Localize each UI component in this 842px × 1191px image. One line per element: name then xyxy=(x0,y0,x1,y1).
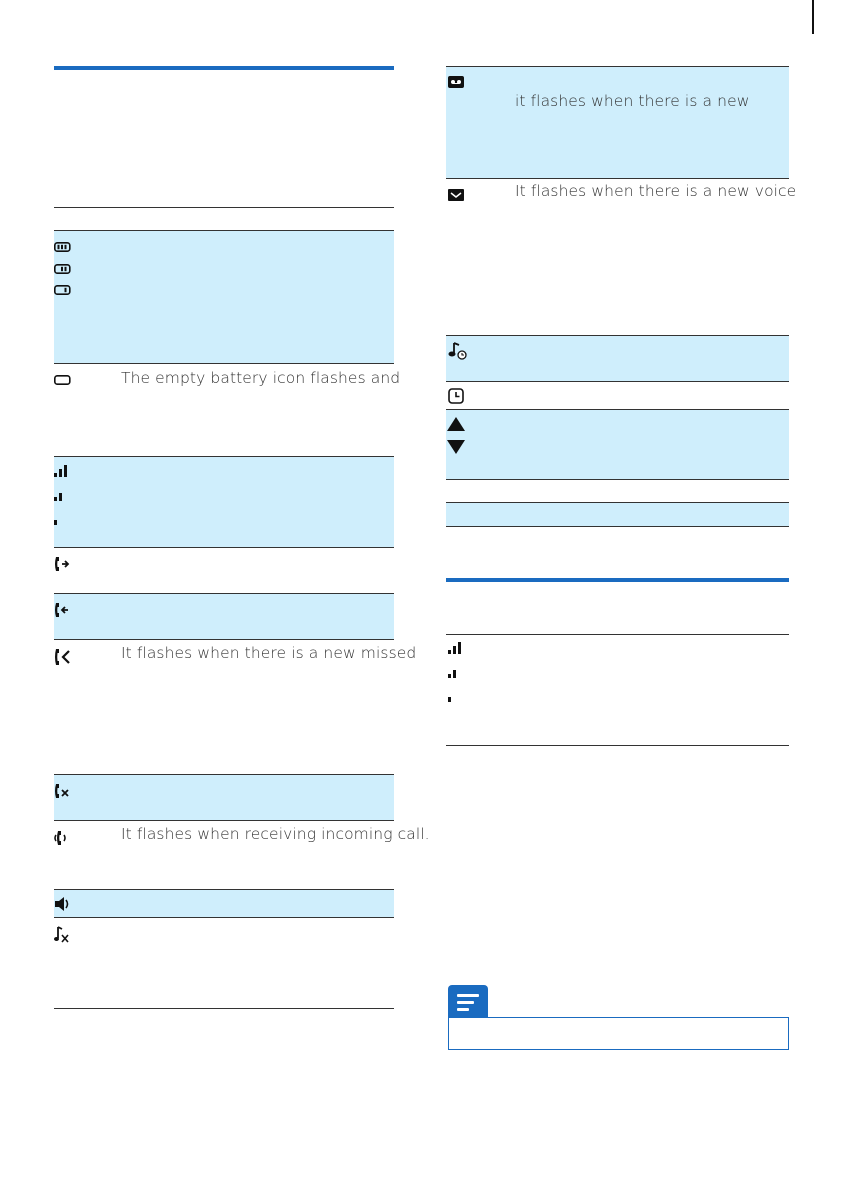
empty-battery-description: The empty battery icon flashes and xyxy=(121,369,401,387)
outgoing-call-icon xyxy=(54,556,70,572)
signal-low-icon xyxy=(54,513,68,525)
voice-message-row xyxy=(446,179,797,335)
note-icon xyxy=(448,985,488,1018)
ringing-call-icon xyxy=(54,829,70,847)
call-cancel-icon xyxy=(54,783,70,799)
incoming-call-description: It flashes when receiving incoming call. xyxy=(121,825,430,843)
table-bottom-rule xyxy=(446,745,789,746)
voicemail-icon xyxy=(448,76,464,88)
signal-full-icon xyxy=(54,465,68,477)
note-box xyxy=(448,1017,789,1050)
alarm-ringtone-icon xyxy=(448,341,468,361)
section-top-rule xyxy=(54,66,394,70)
blank-row xyxy=(446,480,789,502)
missed-call-description: It flashes when there is a new missed xyxy=(121,644,417,662)
speaker-icon xyxy=(54,896,70,912)
battery-levels-row xyxy=(54,231,394,363)
incoming-call-icon xyxy=(54,602,70,618)
table-bottom-rule xyxy=(446,526,789,527)
table-bottom-rule xyxy=(54,1008,394,1009)
speaker-row xyxy=(54,890,394,917)
ringer-off-row xyxy=(54,918,394,1008)
clock-icon xyxy=(448,388,464,404)
section-top-rule xyxy=(446,578,789,582)
voicemail-row xyxy=(446,67,789,178)
table-header-rule xyxy=(54,207,394,208)
new-voice-description: It flashes when there is a new voice xyxy=(515,182,797,200)
incoming-call-row xyxy=(54,594,394,639)
message-envelope-icon xyxy=(448,189,464,201)
signal-low-icon xyxy=(448,690,462,702)
clock-row xyxy=(446,382,789,409)
signal-medium-icon xyxy=(448,666,462,678)
blank-shaded-row xyxy=(446,503,789,526)
arrow-down-icon xyxy=(447,440,465,454)
empty-battery-row xyxy=(54,364,401,456)
margin-marker xyxy=(812,0,814,34)
alarm-ringtone-row xyxy=(446,336,789,381)
ringing-call-row xyxy=(54,821,430,889)
call-cancel-row xyxy=(54,775,394,820)
scroll-arrows-row xyxy=(446,410,789,479)
battery-empty-icon xyxy=(54,375,72,385)
signal-levels-row xyxy=(54,457,394,547)
arrow-up-icon xyxy=(447,417,465,431)
signal-strength-row xyxy=(446,635,789,745)
battery-two-thirds-icon xyxy=(54,264,72,274)
new-message-description: it flashes when there is a new xyxy=(515,92,750,110)
signal-full-icon xyxy=(448,642,462,654)
ringer-off-icon xyxy=(54,926,70,944)
signal-medium-icon xyxy=(54,489,68,501)
missed-call-row xyxy=(54,640,417,774)
battery-full-icon xyxy=(54,242,72,252)
outgoing-call-row xyxy=(54,548,394,593)
missed-call-icon xyxy=(54,648,72,666)
battery-one-third-icon xyxy=(54,285,72,295)
